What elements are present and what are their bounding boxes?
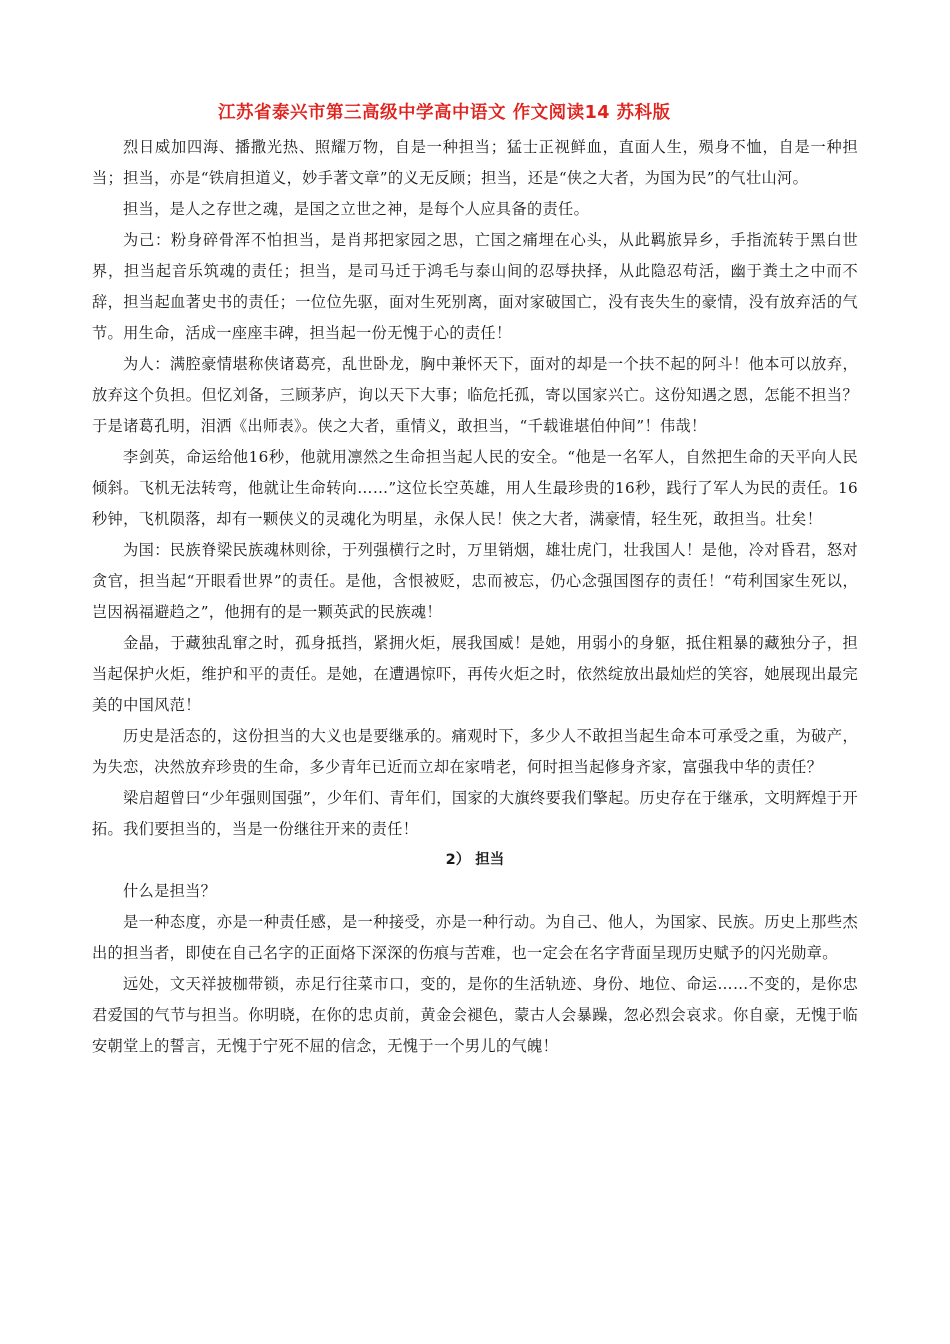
paragraph: 金晶，于藏独乱窜之时，孤身抵挡，紧拥火炬，展我国威！是她，用弱小的身躯，抵住粗暴的藏独分子，担当起保护火炬，维护和平的责任。是她，在遭遇惊吓，再传火炬之时，依然绽放出最灿烂的笑容，她展现出最完美的中国风范！ [92, 634, 858, 714]
paragraph: 梁启超曾曰“少年强则国强”，少年们、青年们，国家的大旗终要我们擎起。历史存在于继承，文明辉煌于开拓。我们要担当的，当是一份继往开来的责任！ [92, 789, 858, 838]
paragraph: 担当，是人之存世之魂，是国之立世之神，是每个人应具备的责任。 [123, 200, 590, 218]
paragraph: 什么是担当？ [123, 882, 217, 900]
paragraph: 为人：满腔豪情堪称侠诸葛亮，乱世卧龙，胸中兼怀天下，面对的却是一个扶不起的阿斗！他本可以放弃，放弃这个负担。但忆刘备，三顾茅庐，询以天下大事；临危托孤，寄以国家兴亡。这份知遇之恩，怎能不担当？于是诸葛孔明，泪洒《出师表》。侠之大者，重情义，敢担当，“千载谁堪伯仲间”！伟哉！ [92, 355, 858, 435]
paragraph: 为己：粉身碎骨浑不怕担当，是肖邦把家园之思，亡国之痛埋在心头，从此羁旅异乡，手指流转于黑白世界，担当起音乐筑魂的责任；担当，是司马迁于鸿毛与泰山间的忍辱抉择，从此隐忍苟活，幽于粪土之中而不辞，担当起血著史书的责任；一位位先驱，面对生死别离，面对家破国亡，没有丧失生的豪情，没有放弃活的气节。用生命，活成一座座丰碑，担当起一份无愧于心的责任！ [92, 231, 858, 342]
paragraph: 历史是活态的，这份担当的大义也是要继承的。痛观时下，多少人不敢担当起生命本可承受之重，为破产，为失恋，决然放弃珍贵的生命，多少青年已近而立却在家啃老，何时担当起修身齐家，富强我中华的责任？ [92, 727, 858, 776]
paragraph: 为国：民族脊梁民族魂林则徐，于列强横行之时，万里销烟，雄壮虎门，壮我国人！是他，冷对昏君，怒对贪官，担当起“开眼看世界”的责任。是他，含恨被贬，忠而被忘，仍心念强国图存的责任！“苟利国家生死以，岂因祸福避趋之”，他拥有的是一颗英武的民族魂！ [92, 541, 858, 621]
paragraph: 是一种态度，亦是一种责任感，是一种接受，亦是一种行动。为自己、他人，为国家、民族。历史上那些杰出的担当者，即使在自己名字的正面烙下深深的伤痕与苦难，也一定会在名字背面呈现历史赋予的闪光勋章。 [92, 913, 858, 962]
paragraph: 烈日威加四海、播撒光热、照耀万物，自是一种担当；猛士正视鲜血，直面人生，殒身不恤，自是一种担当；担当，亦是“铁肩担道义，妙手著文章”的义无反顾；担当，还是“侠之大者，为国为民”的气壮山河。 [92, 138, 858, 187]
section-heading: 2） 担当 [445, 852, 505, 868]
document-page [92, 100, 858, 1062]
paragraph: 远处，文天祥披枷带锁，赤足行往菜市口，变的，是你的生活轨迹、身份、地位、命运……不变的，是你忠君爱国的气节与担当。你明晓，在你的忠贞前，黄金会褪色，蒙古人会暴躁，忽必烈会哀求。你自豪，无愧于临安朝堂上的誓言，无愧于宁死不屈的信念，无愧于一个男儿的气魄！ [92, 975, 858, 1055]
paragraph: 李剑英，命运给他16秒，他就用凛然之生命担当起人民的安全。“他是一名军人，自然把生命的天平向人民倾斜。飞机无法转弯，他就让生命转向……”这位长空英雄，用人生最珍贵的16秒，践行了军人为民的责任。16秒钟，飞机陨落，却有一颗侠义的灵魂化为明星，永保人民！侠之大者，满豪情，轻生死，敢担当。壮矣！ [92, 448, 858, 528]
document-title: 江苏省泰兴市第三高级中学高中语文 作文阅读14 苏科版 [218, 103, 671, 123]
